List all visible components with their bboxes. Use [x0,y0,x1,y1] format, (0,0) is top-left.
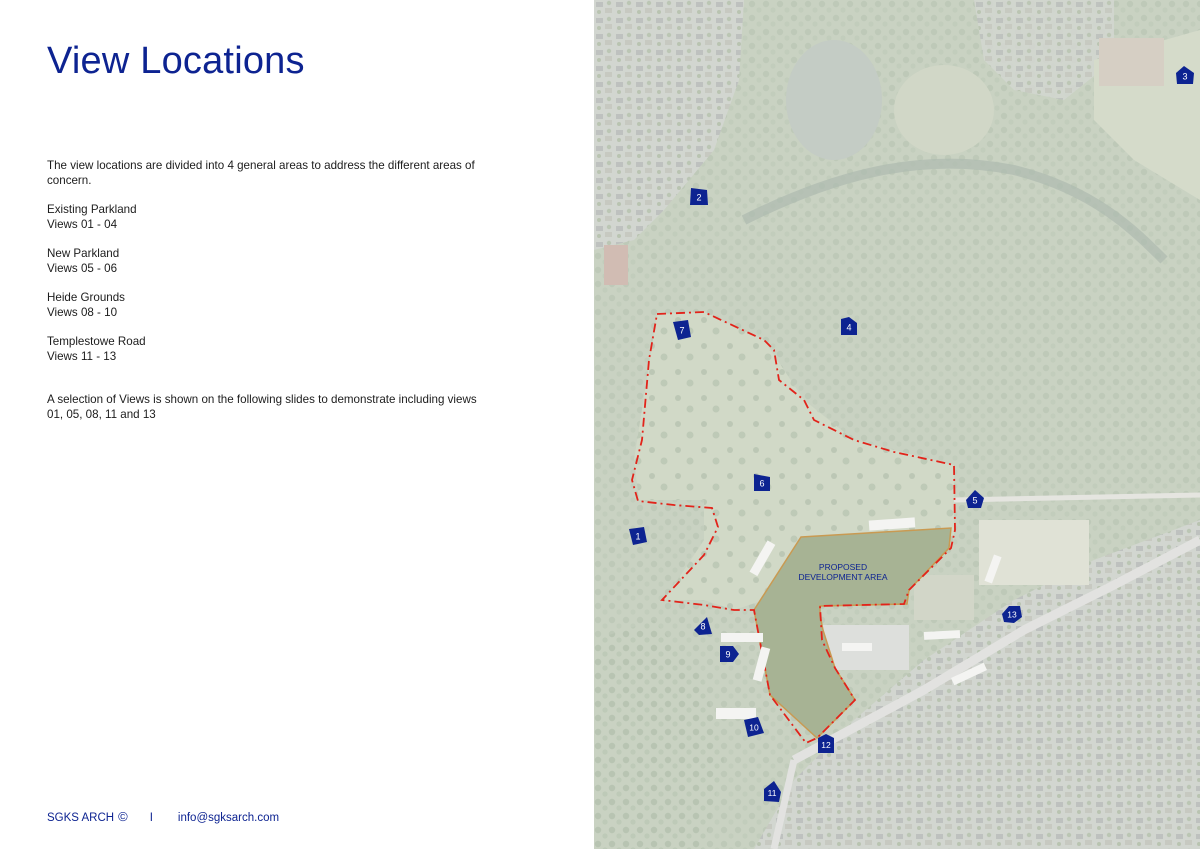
view-marker-label: 12 [821,740,831,750]
view-marker-label: 11 [767,788,777,798]
view-marker-12[interactable] [818,734,834,753]
development-label-line2: DEVELOPMENT AREA [798,572,888,582]
area-views-templestowe-road: Views 11 - 13 [47,349,117,363]
area-name-templestowe-road: Templestowe Road [47,335,146,348]
intro-text: The view locations are divided into 4 general areas to address the different areas of concern. [47,159,475,187]
area-views-existing-parkland: Views 01 - 04 [47,217,118,231]
view-marker-label: 6 [759,478,765,489]
text-panel [0,0,594,849]
view-marker-label: 10 [749,722,759,733]
view-marker-label: 3 [1182,71,1188,82]
footer-brand [47,808,128,826]
development-label-line1: PROPOSED [818,562,868,572]
view-marker-label: 13 [1007,609,1017,620]
area-name-new-parkland: New Parkland [47,247,120,260]
map-fade [594,0,1200,849]
area-views-new-parkland: Views 05 - 06 [47,261,118,275]
copyright-icon: © [118,808,128,824]
annotation-box [842,643,872,651]
aerial-map [594,0,1200,849]
page-title: View Locations [47,40,305,82]
footer-email-link[interactable]: info@sgksarch.com [177,812,280,824]
area-name-heide-grounds: Heide Grounds [47,291,125,304]
footer [47,809,279,827]
annotation-box [716,708,756,719]
view-marker-label: 4 [846,322,852,333]
map-svg [594,0,1200,849]
selection-text: A selection of Views is shown on the following slides to demonstrate including views 01, 05, 08, 11 and 13 [47,393,477,421]
view-marker-label: 2 [696,192,702,203]
description [47,159,477,422]
area-name-existing-parkland: Existing Parkland [47,203,137,216]
view-marker-label: 8 [700,621,706,632]
area-views-heide-grounds: Views 08 - 10 [47,305,118,319]
footer-separator: I [149,812,153,824]
view-marker-2[interactable] [690,188,708,205]
view-marker-label: 7 [679,325,685,336]
view-marker-label: 5 [972,495,978,506]
brand-name: SGKS ARCH [47,812,115,824]
view-marker-label: 1 [635,531,641,542]
annotation-box [721,633,763,642]
view-marker-label: 9 [725,649,731,660]
